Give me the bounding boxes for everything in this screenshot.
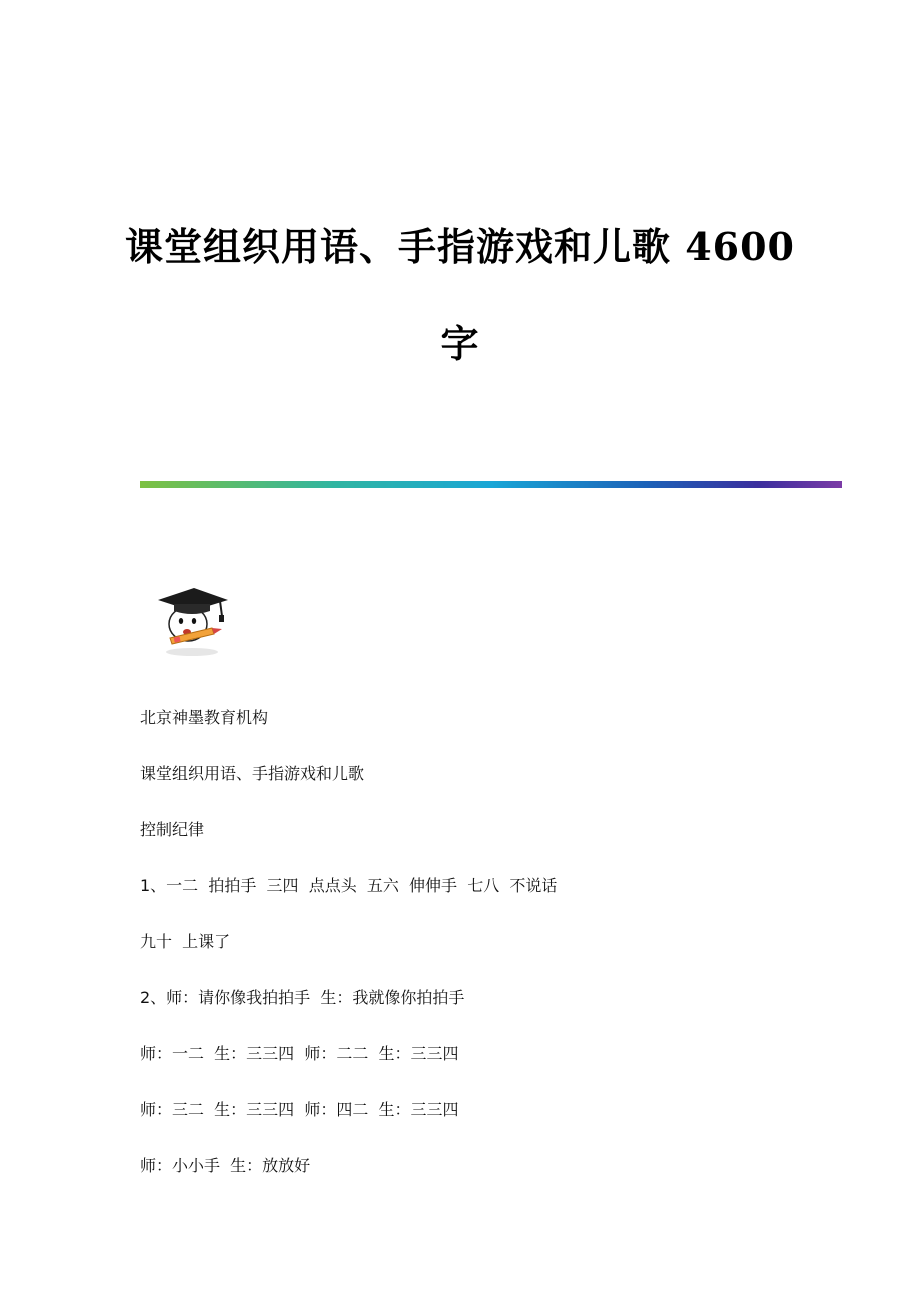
org-name: 北京神墨教育机构: [140, 708, 269, 727]
text-line: 师：一二 生：三三四 师：二二 生：三三四: [140, 1044, 459, 1063]
text-line: 师：小小手 生：放放好: [140, 1156, 311, 1175]
section-heading: 控制纪律: [140, 820, 205, 839]
document-title-line-1: 课堂组织用语、手指游戏和儿歌 4600: [125, 224, 795, 269]
subtitle: 课堂组织用语、手指游戏和儿歌: [140, 764, 365, 783]
text-line: 2、师：请你像我拍拍手 生：我就像你拍拍手: [140, 988, 465, 1007]
graduate-cartoon-logo-icon: [150, 580, 234, 660]
gradient-divider: [140, 481, 842, 488]
text-line: 师：三二 生：三三四 师：四二 生：三三四: [140, 1100, 459, 1119]
text-line: 九十 上课了: [140, 932, 231, 951]
text-line: 1、一二 拍拍手 三四 点点头 五六 伸伸手 七八 不说话: [140, 876, 558, 895]
document-title-line-2: 字: [440, 321, 480, 366]
